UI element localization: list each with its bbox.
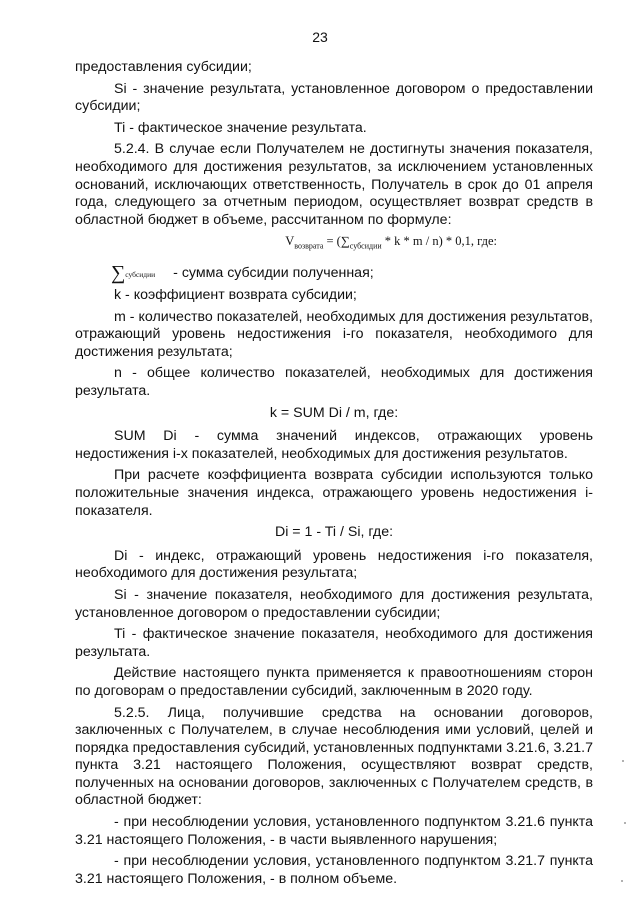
page-number: 23 xyxy=(312,29,328,45)
document-body xyxy=(75,59,593,892)
paragraph: k - коэффициент возврата субсидии; xyxy=(114,287,357,304)
paragraph: SUM Di - сумма значений индексов, отражающих уровень недостижения i-х показателей, необходимых для достижения результатов. xyxy=(75,428,593,462)
paragraph: При расчете коэффициента возврата субсидии используются только положительные значения индекса, отражающего уровень недостижения i-показателя. xyxy=(75,467,593,519)
formula-mid: = (∑ xyxy=(323,234,350,249)
paragraph: Di - индекс, отражающий уровень недостижения i-го показателя, необходимого для достижения результата; xyxy=(75,547,593,582)
paragraph: 5.2.5. Лица, получившие средства на основании договоров, заключенных с Получателем, в случае несоблюдения ими условий, целей и порядка предоставления субсидий, установленных подпунктами 3.21.6, 3.21.7 пункта 3.21 настоящего Положения, осуществляют возврат средств, полученных на основании договоров, заключенных с Получателем средств, в областной бюджет: xyxy=(75,704,593,809)
paragraph: предоставления субсидии; xyxy=(75,59,252,75)
formula-rest: * k * m / n) * 0,1, где: xyxy=(381,234,497,249)
scan-speck xyxy=(624,822,626,824)
paragraph: Ti - фактическое значение показателя, необходимого для достижения результата. xyxy=(75,626,593,660)
formula-return-volume xyxy=(75,233,593,255)
formula-k: k = SUM Di / m, где: xyxy=(269,404,399,421)
formula-v: V xyxy=(285,234,295,249)
formula-sum-sub: субсидии xyxy=(349,241,382,251)
sigma-symbol: ∑ xyxy=(111,262,126,285)
sigma-definition xyxy=(111,262,593,285)
paragraph: - при несоблюдении условия, установленного подпунктом 3.21.6 пункта 3.21 настоящего Положения, - в части выявленного нарушения; xyxy=(75,814,593,848)
paragraph: Действие настоящего пункта применяется к правоотношениям сторон по договорам о предоставлении субсидий, заключенным в 2020 году. xyxy=(75,665,593,699)
paragraph: Ti - фактическое значение результата. xyxy=(114,119,367,136)
paragraph: Si - значение результата, установленное договором о предоставлении субсидии; xyxy=(75,80,593,115)
paragraph: 5.2.4. В случае если Получателем не достигнуты значения показателя, необходимого для достижения результатов, за исключением установленных оснований, исключающих ответственность, Получатель в срок до 01 апреля года, следующего за отчетным периодом, осуществляет возврат средств в областной бюджет в объеме, рассчитанном по формуле: xyxy=(75,141,593,228)
sigma-subscript: субсидии xyxy=(125,270,156,280)
paragraph: Si - значение показателя, необходимого для достижения результата, установленное договором о предоставлении субсидии; xyxy=(75,586,593,621)
paragraph: - при несоблюдении условия, установленного подпунктом 3.21.7 пункта 3.21 настоящего Положения, - в полном объеме. xyxy=(75,853,593,887)
formula-v-sub: возврата xyxy=(294,241,324,251)
paragraph: n - общее количество показателей, необходимых для достижения результата. xyxy=(75,365,593,399)
formula-di: Di = 1 - Ti / Si, где: xyxy=(274,524,394,541)
scan-speck xyxy=(622,760,624,762)
sigma-text: - сумма субсидии полученная; xyxy=(173,265,374,282)
paragraph: m - количество показателей, необходимых для достижения результатов, отражающий уровень недостижения i-го показателя, необходимого для достижения результата; xyxy=(75,308,593,360)
scan-speck xyxy=(621,880,623,882)
